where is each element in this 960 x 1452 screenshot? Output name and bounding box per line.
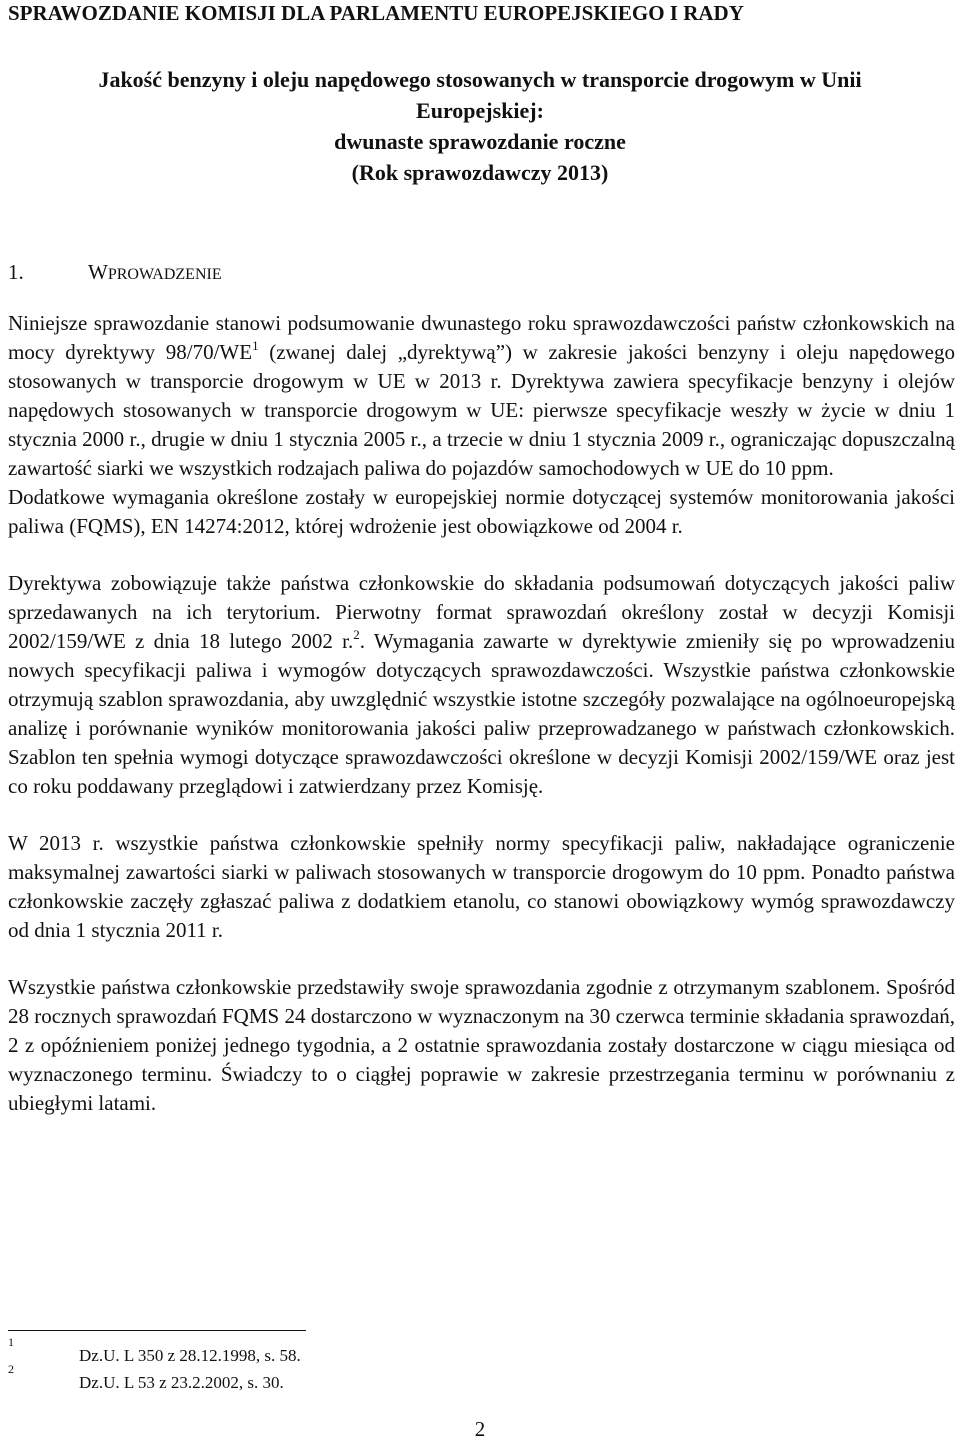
paragraph-text: (zwanej dalej „dyrektywą”) w zakresie jakości benzyny i oleju napędowego stosowanych w transporcie drogowym w UE w 2013 r. Dyrektywa zawiera specyfikacje benzyny i olejów napędowych stosowanych w transporcie drogowym w UE: pierwsze specyfikacje weszły w życie w dniu 1 stycznia 2000 r., drugie w dniu 1 stycznia 2005 r., a trzecie w dniu 1 stycznia 2009 r., ograniczając dopuszczalną zawartość siarki we wszystkich rodzajach paliwa do pojazdów samochodowych w UE do 10 ppm. [8, 340, 955, 480]
footnote-text: Dz.U. L 350 z 28.12.1998, s. 58. [79, 1346, 301, 1365]
footnote [8, 1362, 708, 1396]
section-heading-initial: W [88, 260, 108, 284]
body-text [8, 309, 955, 1118]
footnotes [8, 1335, 708, 1396]
paragraph-scope [8, 309, 955, 483]
paragraph-fqms: Dodatkowe wymagania określone zostały w europejskiej normie dotyczącej systemów monitorowania jakości paliwa (FQMS), EN 14274:2012, której wdrożenie jest obowiązkowe od 2004 r. [8, 485, 955, 538]
section-number: 1. [8, 260, 24, 284]
subtitle-line: (Rok sprawozdawczy 2013) [351, 160, 609, 185]
subtitle-line: Jakość benzyny i oleju napędowego stosowanych w transporcie drogowym w Unii [98, 67, 862, 92]
paragraph-text: . Wymagania zawarte w dyrektywie zmieniły się po wprowadzeniu nowych specyfikacji paliwa i wymogów dotyczących sprawozdawczości. Wszystkie państwa członkowskie otrzymują szablon sprawozdania, aby uwzględnić wszystkie istotne szczegóły pozwalające na ogólnoeuropejską analizę i porównanie wyników monitorowania jakości paliw przeprowadzanego w państwach członkowskich. Szablon ten spełnia wymogi dotyczące sprawozdawczości określone w decyzji Komisji 2002/159/WE oraz jest co roku poddawany przeglądowi i zatwierdzany przez Komisję. [8, 629, 955, 798]
footnote-text: Dz.U. L 53 z 23.2.2002, s. 30. [79, 1373, 284, 1392]
paragraph-text: Dyrektywa zobowiązuje także państwa członkowskie do składania podsumowań dotyczących jakości paliw sprzedawanych na ich terytorium. Pierwotny format sprawozdań określony został w decyzji Komisji 2002/159/WE z dnia 18 lutego 2002 r. [8, 571, 955, 653]
page-number: 2 [474, 1417, 486, 1441]
document-subtitle [0, 64, 960, 188]
subtitle-line: Europejskiej: [416, 98, 544, 123]
subtitle-line: dwunaste sprawozdanie roczne [334, 129, 626, 154]
footnote-ref: 1 [252, 338, 259, 353]
footnote-number: 2 [8, 1362, 14, 1376]
paragraph-text: Niniejsze sprawozdanie stanowi podsumowanie dwunastego roku sprawozdawczości państw członkowskich na mocy dyrektywy 98/70/WE [8, 311, 955, 364]
paragraph-submissions: Wszystkie państwa członkowskie przedstawiły swoje sprawozdania zgodnie z otrzymanym szablonem. Spośród 28 rocznych sprawozdań FQMS 24 dostarczono w wyznaczonym na 30 czerwca terminie składania sprawozdań, 2 z opóźnieniem poniżej jednego tygodnia, a 2 ostatnie sprawozdania zostały dostarczone w ciągu miesiąca od wyznaczonego terminu. Świadczy to o ciągłej poprawie w zakresie przestrzegania terminu w porównaniu z ubiegłymi latami. [8, 975, 956, 1115]
section-heading [8, 257, 222, 290]
document-title: SPRAWOZDANIE KOMISJI DLA PARLAMENTU EUROPEJSKIEGO I RADY [8, 1, 744, 25]
footnote [8, 1335, 708, 1369]
paragraph-compliance: W 2013 r. wszystkie państwa członkowskie spełniły normy specyfikacji paliw, nakładające ograniczenie maksymalnej zawartości siarki w paliwach stosowanych w transporcie drogowym do 10 ppm. Ponadto państwa członkowskie zaczęły zgłaszać paliwa z dodatkiem etanolu, co stanowi obowiązkowy wymóg sprawozdawczy od dnia 1 stycznia 2011 r. [8, 831, 955, 942]
footnote-ref: 2 [353, 627, 360, 642]
footnote-number: 1 [8, 1335, 14, 1349]
footnote-separator [8, 1330, 306, 1331]
section-heading-rest: PROWADZENIE [107, 266, 222, 283]
paragraph-reporting [8, 569, 955, 801]
